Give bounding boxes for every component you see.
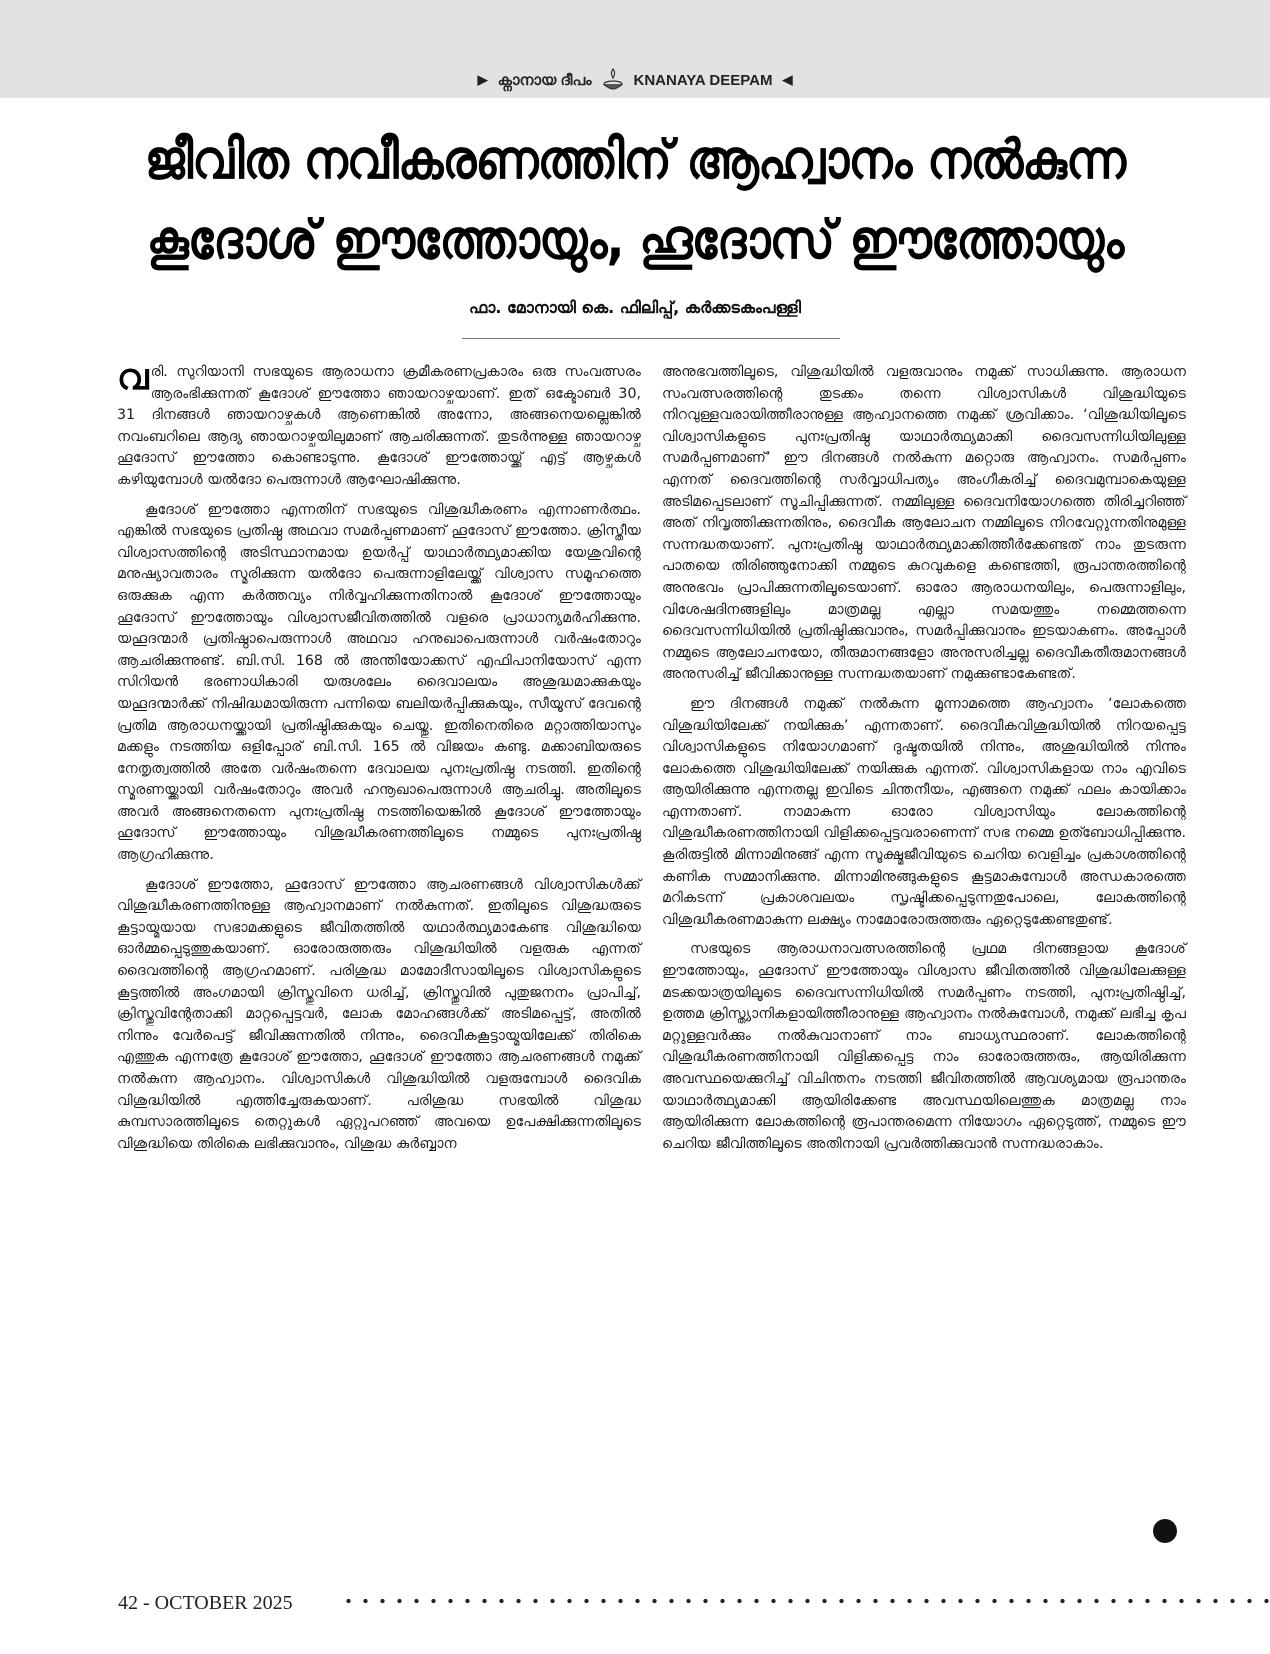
masthead-english-name: KNANAYA DEEPAM xyxy=(633,71,773,89)
paragraph: ഈ ദിനങ്ങൾ നമുക്ക് നൽകുന്ന മൂന്നാമത്തെ ആഹ്വാനം ‘ലോകത്തെ വിശുദ്ധിയിലേക്ക് നയിക്കുക’ എന്നതാണ്. ദൈവീകവിശുദ്ധിയിൽ നിറയപ്പെട്ട വിശ്വാസികളുടെ നിയോഗമാണ് ദുഷ്ടതയിൽ നിന്നും, അശുദ്ധിയിൽ നിന്നും ലോകത്തെ വിശുദ്ധിയിലേക്ക് നയിക്കുക എന്നത്. വിശ്വാസികളായ നാം എവിടെ ആയിരിക്കുന്നു എന്നതല്ല ഇവിടെ ചിന്തനീയം, എങ്ങനെ നമുക്ക് ഫലം കായിക്കാം എന്നതാണ്. നാമാകുന്ന ഓരോ വിശ്വാസിയും ലോകത്തിന്റെ വിശുദ്ധീകരണത്തിനായി വിളിക്കപ്പെട്ടവരാണെന്ന് സഭ നമ്മെ ഉത്ബോധിപ്പിക്കുന്നു. കൂരിരുട്ടിൽ മിന്നാമിനുങ്ങ് എന്ന സൂക്ഷ്മജീവിയുടെ ചെറിയ വെളിച്ചം പ്രകാശത്തിന്റെ കണിക സമ്മാനിക്കുന്നു. മിന്നാമിനുങ്ങുകളുടെ കൂട്ടമാകുമ്പോൾ അന്ധകാരത്തെ മറികടന്ന് പ്രകാശവലയം സൃഷ്ടിക്കപ്പെടുന്നതുപോലെ, ലോകത്തിന്റെ വിശുദ്ധീകരണമാകുന്ന ലക്ഷ്യം നാമോരോരുത്തരും ഏറ്റെടുക്കേണ്ടതുണ്ട്. xyxy=(662,695,1186,928)
title-divider xyxy=(462,338,840,339)
masthead xyxy=(0,0,1270,98)
footer-dotted-rule xyxy=(340,1598,1270,1604)
paragraph: അനുഭവത്തിലൂടെ, വിശുദ്ധിയിൽ വളരുവാനും നമുക്ക് സാധിക്കുന്നു. ആരാധന സംവത്സരത്തിന്റെ തുടക്കം തന്നെ വിശ്വാസികൾ വിശുദ്ധിയുടെ നിറവുള്ളവരായിത്തീരാനുള്ള ആഹ്വാനത്തെ നമുക്ക് ശ്രവിക്കാം. ‘വിശുദ്ധിയിലൂടെ വിശ്വാസികളുടെ പുനഃപ്രതിഷ്ഠ യാഥാർത്ഥ്യമാക്കി ദൈവസന്നിധിയിലുള്ള സമർപ്പണമാണ്’ ഈ ദിനങ്ങൾ നൽകുന്ന മറ്റൊരു ആഹ്വാനം. സമർപ്പണം എന്നത് ദൈവത്തിന്റെ സർവ്വാധിപത്യം അംഗീകരിച്ച് ദൈവമുമ്പാകെയുള്ള അടിമപ്പെടലാണ് സൂചിപ്പിക്കുന്നത്. നമ്മിലുള്ള ദൈവനിയോഗത്തെ തിരിച്ചറിഞ്ഞ് അത് നിവൃത്തിക്കുന്നതിനും, ദൈവീക ആലോചന നമ്മിലൂടെ നിറവേറ്റുന്നതിനുമുള്ള സന്നദ്ധതയാണ്. പുനഃപ്രതിഷ്ഠ യാഥാർത്ഥ്യമാക്കിത്തീർക്കേണ്ടത് നാം തുടരുന്ന പാതയെ തിരിഞ്ഞുനോക്കി നമ്മുടെ കുറവുകളെ കണ്ടെത്തി, രൂപാന്തരത്തിന്റെ അനുഭവം പ്രാപിക്കുന്നതിലൂടെയാണ്. ഓരോ ആരാധനയിലും, പെരുന്നാളിലും, വിശേഷദിനങ്ങളിലും മാത്രമല്ല എല്ലാ സമയത്തും നമ്മെത്തന്നെ ദൈവസന്നിധിയിൽ പ്രതിഷ്ഠിക്കുവാനും, സമർപ്പിക്കുവാനും ഇടയാകണം. അപ്പോൾ നമ്മുടെ ആലോചനയോ, തീരുമാനങ്ങളോ അനുസരിച്ചല്ല ദൈവീകതീരുമാനങ്ങൾ അനുസരിച്ച് ജീവിക്കാനുള്ള സന്നദ്ധതയാണ് നമുക്കുണ്ടാകേണ്ടത്. xyxy=(662,364,1186,683)
article-column-left xyxy=(117,357,641,1163)
end-of-article-dot-icon xyxy=(1153,1519,1177,1543)
article-author: ഫാ. മോനായി കെ. ഫിലിപ്പ്, കർക്കടകംപള്ളി xyxy=(469,298,801,317)
drop-cap: വ xyxy=(117,357,149,398)
oil-lamp-icon xyxy=(602,67,624,93)
paragraph-text: രി. സുറിയാനി സഭയുടെ ആരാധനാ ക്രമീകരണപ്രകാരം ഒരു സംവത്സരം ആരംഭിക്കുന്നത് കൂദോശ് ഈത്തോ ഞായറാഴ്ചയാണ്. ഇത് ഒക്ടോബർ 30, 31 ദിനങ്ങൾ ഞായറാഴ്ചകൾ ആണെങ്കിൽ അന്നോ, അങ്ങനെയല്ലെങ്കിൽ നവംബറിലെ ആദ്യ ഞായറാഴ്ചയിലുമാണ് ആചരിക്കുന്നത്. തുടർന്നുള്ള ഞായറാഴ്ച ഹൂദോസ് ഈത്തോ കൊണ്ടാടുന്നു. കൂദോശ് ഈത്തോയ്ക്ക് എട്ട് ആഴ്ചകൾ കഴിയുമ്പോൾ യൽദോ പെരുന്നാൾ ആഘോഷിക്കുന്നു. xyxy=(117,364,641,488)
article-column-right xyxy=(662,362,1186,1163)
paragraph xyxy=(117,357,641,492)
paragraph: കൂദോശ് ഈത്തോ എന്നതിന് സഭയുടെ വിശുദ്ധീകരണം എന്നാണർത്ഥം. എങ്കിൽ സഭയുടെ പ്രതിഷ്ഠ അഥവാ സമർപ്പണമാണ് ഹൂദോസ് ഈത്തോ. ക്രിസ്തീയ വിശ്വാസത്തിന്റെ അടിസ്ഥാനമായ ഉയർപ്പ് യാഥാർത്ഥ്യമാക്കിയ യേശുവിന്റെ മനുഷ്യാവതാരം സ്മരിക്കുന്ന യൽദോ പെരുന്നാളിലേയ്ക്ക് വിശ്വാസ സമൂഹത്തെ ഒരുക്കുക എന്ന കർത്തവ്യം നിർവ്വഹിക്കുന്നതിനാൽ കൂദോശ് ഈത്തോയും ഹൂദോസ് ഈത്തോയും വിശ്വാസജീവിതത്തിൽ വളരെ പ്രാധാന്യമർഹിക്കുന്നു. യഹൂദന്മാർ പ്രതിഷ്ഠാപെരുന്നാൾ അഥവാ ഹനുഖാപെരുന്നാൾ വർഷംതോറും ആചരിക്കുന്നുണ്ട്. ബി.സി. 168 ൽ അന്തിയോക്കസ് എഫിപാനിയോസ് എന്ന സിറിയൻ ഭരണാധികാരി യരുശലേം ദൈവാലയം അശുദ്ധമാക്കുകയും യഹൂദന്മാർക്ക് നിഷിദ്ധമായിരുന്ന പന്നിയെ ബലിയർപ്പിക്കുകയും, സീയൂസ് ദേവന്റെ പ്രതിമ ആരാധനയ്ക്കായി പ്രതിഷ്ഠിക്കുകയും ചെയ്തു. ഇതിനെതിരെ മറ്റാത്തിയാസും മക്കളും നടത്തിയ ഒളിപ്പോര് ബി.സി. 165 ൽ വിജയം കണ്ടു. മക്കാബിയരുടെ നേതൃത്വത്തിൽ അതേ വർഷംതന്നെ ദേവാലയ പുനഃപ്രതിഷ്ഠ നടത്തി. ഇതിന്റെ സ്മരണയ്ക്കായി വർഷംതോറും അവർ ഹനൂഖാപെരുന്നാൾ ആചരിച്ചു. അതിലൂടെ അവർ അങ്ങനെതന്നെ പുനഃപ്രതിഷ്ഠ നടത്തിയെങ്കിൽ കൂദോശ് ഈത്തോയും ഹൂദോസ് ഈത്തോയും വിശുദ്ധീകരണത്തിലൂടെ നമ്മുടെ പുനഃപ്രതിഷ്ഠ ആഗ്രഹിക്കുന്നു. xyxy=(117,501,641,864)
article-title xyxy=(76,120,1194,280)
triangle-left-icon: ◀ xyxy=(782,72,793,87)
masthead-bar xyxy=(0,68,1270,92)
paragraph: സഭയുടെ ആരാധനാവത്സരത്തിന്റെ പ്രഥമ ദിനങ്ങളായ കൂദോശ് ഈത്തോയും, ഹൂദോസ് ഈത്തോയും വിശ്വാസ ജീവിതത്തിൽ വിശുദ്ധിലേക്കുള്ള മടക്കയാത്രയിലൂടെ ദൈവസന്നിധിയിൽ സമർപ്പണം നടത്തി, പുനഃപ്രതിഷ്ഠിച്ച്, ഉത്തമ ക്രിസ്ത്യാനികളായിത്തീരാനുള്ള ആഹ്വാനം നൽകുമ്പോൾ, നമുക്ക് ലഭിച്ച കൃപ മറ്റുള്ളവർക്കും നൽകുവാനാണ് നാം ബാധ്യസ്ഥരാണ്. ലോകത്തിന്റെ വിശുദ്ധീകരണത്തിനായി വിളിക്കപ്പെട്ട നാം ഓരോരുത്തരും, ആയിരിക്കുന്ന അവസ്ഥയെക്കുറിച്ച് വിചിന്തനം നടത്തി ജീവിതത്തിൽ ആവശ്യമായ രൂപാന്തരം യാഥാർത്ഥ്യമാക്കി ആയിരിക്കേണ്ട അവസ്ഥയിലെത്തുക മാത്രമല്ല നാം ആയിരിക്കുന്ന ലോകത്തിന്റെ രൂപാന്തരമെന്ന നിയോഗം ഏറ്റെടുത്ത്, നമ്മുടെ ഈ ചെറിയ ജീവിത്തിലൂടെ അതിനായി പ്രവർത്തിക്കുവാൻ സന്നദ്ധരാകാം. xyxy=(662,941,1186,1152)
triangle-right-icon: ▶ xyxy=(477,72,488,87)
article-title-line2: കൂദോശ് ഈത്തോയും, ഹൂദോസ് ഈത്തോയും xyxy=(146,208,1124,271)
masthead-malayalam-name: ക്നാനായ ദീപം xyxy=(497,71,592,89)
page-footer-label: 42 - OCTOBER 2025 xyxy=(118,1592,293,1614)
article-title-line1: ജീവിത നവീകരണത്തിന് ആഹ്വാനം നൽകുന്ന xyxy=(144,128,1126,191)
paragraph: കൂദോശ് ഈത്തോ, ഹൂദോസ് ഈത്തോ ആചരണങ്ങൾ വിശ്വാസികൾക്ക് വിശുദ്ധീകരണത്തിനുള്ള ആഹ്വാനമാണ് നൽകുന്നത്. ഇതിലൂടെ വിശുദ്ധരുടെ കൂട്ടായ്മയായ സഭാമക്കളുടെ ജീവിതത്തിൽ യഥാർത്ഥ്യമാകേണ്ട വിശുദ്ധിയെ ഓർമ്മപ്പെടുത്തുകയാണ്. ഓരോരുത്തരും വിശുദ്ധിയിൽ വളരുക എന്നത് ദൈവത്തിന്റെ ആഗ്രഹമാണ്. പരിശുദ്ധ മാമോദീസായിലൂടെ വിശ്വാസികളുടെ കൂട്ടത്തിൽ അംഗമായി ക്രിസ്തുവിനെ ധരിച്ച്, ക്രിസ്തുവിൽ പുതുജനനം പ്രാപിച്ച്, ക്രിസ്തുവിന്റേതാക്കി മാറ്റപ്പെട്ടവർ, ലോക മോഹങ്ങൾക്ക് അടിമപ്പെട്ട്, അതിൽ നിന്നും വേർപെട്ട് ജീവിക്കുന്നതിൽ നിന്നും, ദൈവീകകൂട്ടായ്മയിലേക്ക് തിരികെ എത്തുക എന്നത്രേ കൂദോശ് ഈത്തോ, ഹൂദോശ് ഈത്തോ ആചരണങ്ങൾ നമുക്ക് നൽകുന്ന ആഹ്വാനം. വിശ്വാസികൾ വിശുദ്ധിയിൽ വളരുമ്പോൾ ദൈവിക വിശുദ്ധിയിൽ എത്തിച്ചേരുകയാണ്. പരിശുദ്ധ സഭയിൽ വിശുദ്ധ കുമ്പസാരത്തിലൂടെ തെറ്റുകൾ ഏറ്റുപറഞ്ഞ് അവയെ ഉപേക്ഷിക്കുന്നതിലൂടെ വിശുദ്ധിയെ തിരികെ ലഭിക്കുവാനും, വിശുദ്ധ കുർബ്ബാന xyxy=(117,876,641,1152)
